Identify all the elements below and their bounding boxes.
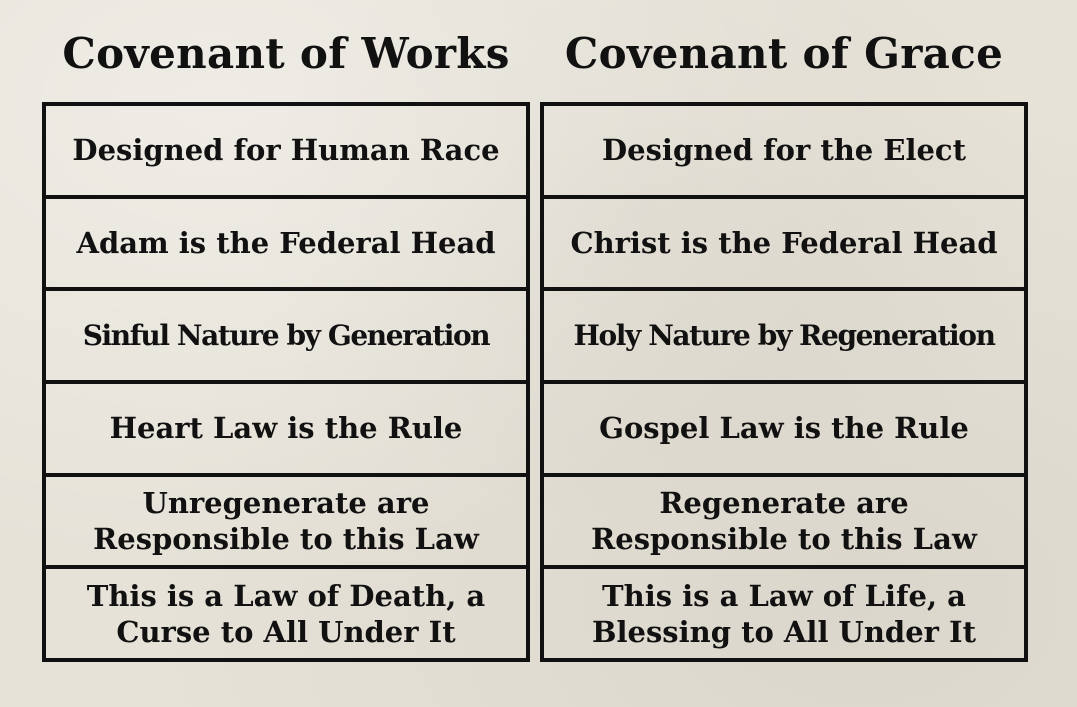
table-cell: Unregenerate are Responsible to this Law — [46, 473, 526, 566]
column-heading: Covenant of Works — [62, 29, 510, 78]
table-cell: Sinful Nature by Generation — [46, 287, 526, 380]
table-cell: Designed for Human Race — [72, 133, 500, 168]
table-cell: Adam is the Federal Head — [46, 195, 526, 288]
table-cell: Designed for the Elect — [602, 133, 966, 168]
table-cell: Heart Law is the Rule — [46, 380, 526, 473]
table-cell: This is a Law of Life, a Blessing to All Under It — [544, 565, 1024, 658]
table-cell: Christ is the Federal Head — [544, 195, 1024, 288]
table-cell: Regenerate are Responsible to this Law — [544, 473, 1024, 566]
table-cell: Holy Nature by Regeneration — [544, 287, 1024, 380]
table-cell: Gospel Law is the Rule — [544, 380, 1024, 473]
table-cell: This is a Law of Death, a Curse to All Under It — [46, 565, 526, 658]
column-heading: Covenant of Grace — [564, 29, 1004, 78]
comparison-table — [540, 102, 1028, 662]
comparison-table — [42, 102, 530, 662]
